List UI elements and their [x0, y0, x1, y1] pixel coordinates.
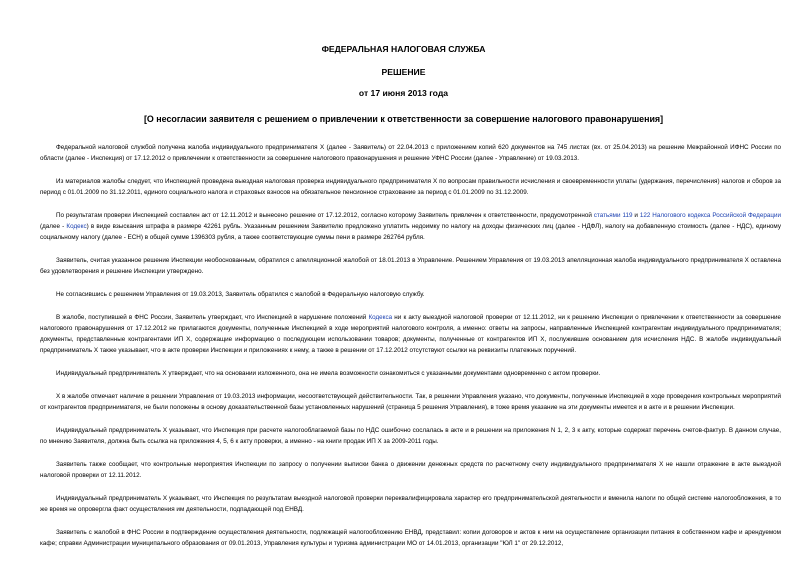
document-date: от 17 июня 2013 года: [358, 88, 449, 98]
paragraph-7: Индивидуальный предприниматель Х утверждает, что на основании изложенного, она не имела возможности ознакомиться с указанными документами одновременно с актом проверки.: [56, 369, 601, 377]
code-link[interactable]: Кодекс: [66, 222, 87, 230]
paragraph-3-text-c: (далее -: [40, 222, 67, 230]
paragraph-8: Х в жалобе отмечает наличие в решении Управления от 19.03.2013 информации, несоответствующей действительности. Так, в решении Управления указано, что документы, полученные Инспекцией в ходе проведения контрольных мероприятий от контрагентов предпринимателя, не были положены в основу доказательственной базы установленных нарушений (страница 5 решения Управления), в тоже время указание на эти документы имеется и в акте и в решении Инспекции.: [40, 392, 781, 411]
paragraph-1: Федеральной налоговой службой получена жалоба индивидуального предпринимателя Х (далее - Заявитель) от 22.04.2013 с приложением копий 620 документов на 745 листах (вх. от 25.04.2013) на решение Межрайонной ИФНС России по области (далее - Инспекция) от 17.12.2012 о привлечении к ответственности за совершение налогового правонарушения и решение УФНС России (далее - Управление) от 19.03.2013.: [40, 144, 781, 162]
paragraph-6-text-a: В жалобе, поступившей в ФНС России, Заявитель утверждает, что Инспекцией в нарушение положений: [56, 314, 369, 321]
paragraph-5: Не согласившись с решением Управления от 19.03.2013, Заявитель обратился с жалобой в Федеральную налоговую службу.: [56, 290, 425, 298]
paragraph-10: Заявитель также сообщает, что контрольные мероприятия Инспекции по запросу о получении выписки банка о движении денежных средств по расчетному счету индивидуального предпринимателя Х не нашли отражение в акте выездной налоговой проверки от 12.11.2012.: [40, 460, 781, 479]
paragraph-9: Индивидуальный предприниматель Х указывает, что Инспекция при расчете налогооблагаемой базы по НДС ошибочно сослалась в акте и в решении на приложения N 1, 2, 3 к акту, которые содержат перечень счетов-фактур. В данном случае, по мнению Заявителя, должна быть ссылка на приложения 4, 5, 6 к акту проверки, а именно - на книги продаж ИП Х за 2009-2011 годы.: [40, 426, 781, 445]
paragraph-3: [40, 211, 781, 244]
paragraph-12: Заявитель с жалобой в ФНС России в подтверждение осуществления деятельности, подлежащей налогообложению ЕНВД, представил: копии договоров и актов к ним на осуществление организации питания в собственном кафе и арендуемом кафе; справки Администрации муниципального образования от 09.01.2013, Управления культуры и туризма администрации МО от 14.01.2013, организации "ЮЛ 1" от 29.12.2012,: [40, 528, 781, 547]
document-type: РЕШЕНИЕ: [381, 67, 426, 77]
article-119-link[interactable]: статьями 119: [593, 212, 633, 219]
document-subject: [О несогласии заявителя с решением о привлечении к ответственности за совершение налогового правонарушения]: [143, 114, 664, 124]
paragraph-4: Заявитель, считая указанное решение Инспекции необоснованным, обратился с апелляционной жалобой от 18.01.2013 в Управление. Решением Управления от 19.03.2013 апелляционная жалоба индивидуального предпринимателя Х оставлена без удовлетворения и решение Инспекции утверждено.: [40, 256, 781, 275]
agency-title: ФЕДЕРАЛЬНАЯ НАЛОГОВАЯ СЛУЖБА: [321, 44, 486, 54]
paragraph-2: Из материалов жалобы следует, что Инспекцией проведена выездная налоговая проверка индивидуального предпринимателя Х по вопросам правильности исчисления и своевременности уплаты (удержания, перечисления) налогов и сборов за период с 01.01.2009 по 31.12.2011, единого социального налога и страховых взносов на обязательное пенсионное страхование за период с 01.01.2009 по 31.12.2009.: [40, 178, 781, 196]
article-122-tax-code-link[interactable]: 122 Налогового кодекса Российской Федерации: [639, 212, 781, 219]
paragraph-11: Индивидуальный предприниматель Х указывает, что Инспекция по результатам выездной налоговой проверки переквалифицировала характер его предпринимательской деятельности и вменила налоги по общей системе налогообложения, в то же время не опровергла факт осуществления им деятельности, подпадающей под ЕНВД.: [40, 494, 781, 513]
paragraph-6-text-b: ни к акту выездной налоговой проверки от 12.11.2012, ни к решению Инспекции о привлечении к ответственности за совершение налогового правонарушения от 17.12.2012 не прилагаются документы, полученные Инспекцией в ходе мероприятий налогового контроля, а именно: ответы на запросы, направленные Инспекцией контрагентам индивидуального предпринимателя; документы, представленные контрагентами ИП Х, содержащие информацию о последующем использовании товаров; документы, полученные от контрагентов ИП Х, послужившие основанием для исчисления НДС. В жалобе индивидуальный предприниматель Х также указывает, что в акте проверки Инспекции и приложениях к нему, а также в решении от 17.12.2012 отсутствуют ссылки на реквизиты платежных поручений.: [40, 314, 781, 354]
code-link-2[interactable]: Кодекса: [368, 314, 393, 321]
document-body: [40, 143, 781, 562]
paragraph-6: [40, 313, 781, 357]
paragraph-3-text-d: ) в виде взыскания штрафа в размере 42261 рубль. Указанным решением Заявителю предложено уплатить недоимку по налогу на доходы физических лиц (далее - НДФЛ), налогу на добавленную стоимость (далее - НДС), единому социальному налогу (далее - ЕСН) в общей сумме 1396303 рубля, а также соответствующие суммы пени в размере 262764 рубля.: [40, 222, 781, 241]
paragraph-3-text-b: и: [632, 212, 640, 219]
paragraph-3-text-a: По результатам проверки Инспекцией составлен акт от 12.11.2012 и вынесено решение от 17.12.2012, согласно которому Заявитель привлечен к ответственности, предусмотренной: [56, 212, 594, 219]
